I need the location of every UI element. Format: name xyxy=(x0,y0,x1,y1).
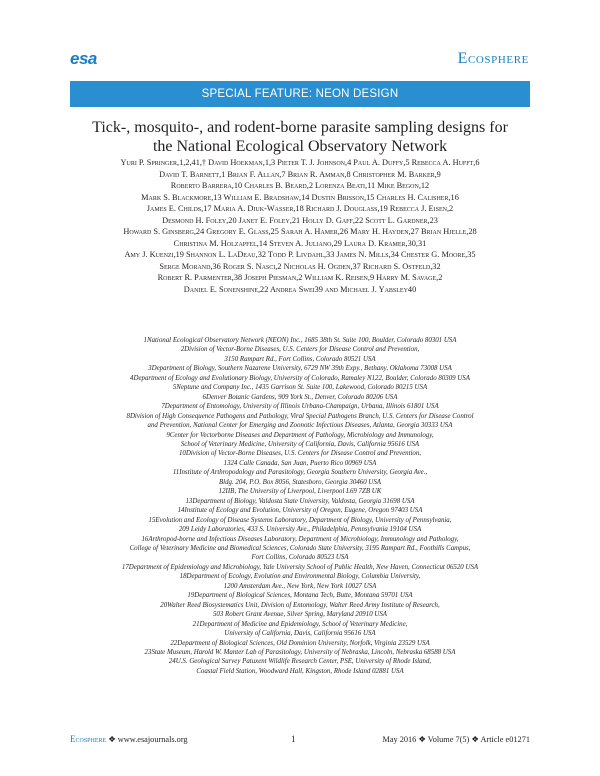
affiliation-line: School of Veterinary Medicine, University of California, Davis, California 95616 USA xyxy=(180,440,420,448)
affiliation-line: 15Evolution and Ecology of Disease Systems Laboratory, Department of Biology, University of Pennsylvania, xyxy=(148,516,452,524)
affiliation-line: 21Department of Medicine and Epidemiology, School of Veterinary Medicine, xyxy=(192,620,408,628)
affiliation-line: 14Institute of Ecology and Evolution, University of Oregon, Eugene, Oregon 97403 USA xyxy=(177,507,423,515)
affiliation-line: 17Department of Epidemiology and Microbiology, Yale University School of Public Health, New Haven, Connecticut 06520 USA xyxy=(121,563,479,571)
affiliation-line: Bldg. 204, P.O. Box 8056, Statesboro, Georgia 30460 USA xyxy=(218,478,382,486)
author-line: David T. Barnett,1 Brian F. Allan,7 Brian R. Amman,8 Christopher M. Barker,9 xyxy=(159,169,441,179)
affiliation-line: 7Department of Entomology, University of Illinois Urbana-Champaign, Urbana, Illinois 61801 USA xyxy=(161,403,439,411)
footer-url[interactable]: ❖ www.esajournals.org xyxy=(108,735,188,744)
footer-left xyxy=(70,734,188,744)
author-line: Christina M. Holzapfel,14 Steven A. Juliano,29 Laura D. Kramer,30,31 xyxy=(173,238,427,248)
affiliation-line: 24U.S. Geological Survey Patuxent Wildlife Research Center, PSE, University of Rhode Island, xyxy=(168,658,432,666)
author-line: Daniel E. Sonenshine,22 Andrea Swei39 and Michael J. Yabsley40 xyxy=(183,285,417,295)
footer-journal: Ecosphere xyxy=(70,734,107,744)
special-feature-banner: SPECIAL FEATURE: NEON DESIGN xyxy=(70,81,530,107)
author-line: Mark S. Blackmore,13 William E. Bradshaw,14 Dustin Brisson,15 Charles H. Calisher,16 xyxy=(141,192,459,202)
affiliation-line: 23State Museum, Harold W. Manter Lab of Parasitology, University of Nebraska, Lincoln, Nebraska 68588 USA xyxy=(144,648,456,656)
esa-logo: esa xyxy=(70,49,97,68)
affiliation-line: 8Division of High Consequence Pathogens and Pathology, Viral Special Pathogens Branch, U.S. Centers for Disease Control xyxy=(126,412,474,420)
affiliation-line: 9Center for Vectorborne Diseases and Department of Pathology, Microbiology and Immunology, xyxy=(166,431,434,439)
affiliation-line: 22Department of Biological Sciences, Old Dominion University, Norfolk, Virginia 23529 USA xyxy=(170,639,430,647)
title-line: the National Ecological Observatory Network xyxy=(152,138,448,155)
affiliation-line: Coastal Field Station, Woodward Hall, Kingston, Rhode Island 02881 USA xyxy=(196,667,404,675)
author-line: James E. Childs,17 Maria A. Diuk-Wasser,18 Richard J. Douglass,19 Rebecca J. Eisen,2 xyxy=(146,204,454,214)
affiliation-line: 1200 Amsterdam Ave., New York, New York 10027 USA xyxy=(223,582,377,590)
affiliation-line: 11Institute of Arthropodology and Parasitology, Georgia Southern University, Georgia Ave., xyxy=(172,469,428,477)
affiliation-line: 1324 Calle Canada, San Juan, Puerto Rico 00969 USA xyxy=(223,459,377,467)
affiliation-line: 12IIB, The University of Liverpool, Liverpool L69 7ZB UK xyxy=(218,488,382,496)
page-number: 1 xyxy=(291,734,296,744)
affiliation-line: 13Department of Biology, Valdosta State University, Valdosta, Georgia 31698 USA xyxy=(185,497,415,505)
author-list xyxy=(74,157,526,296)
affiliation-line: 3Department of Biology, Southern Nazarene University, 6729 NW 39th Expy., Bethany, Oklahoma 73008 USA xyxy=(148,365,452,373)
affiliation-line: 18Department of Ecology, Evolution and Environmental Biology, Columbia University, xyxy=(179,573,421,581)
affiliation-line: 6Denver Botanic Gardens, 909 York St., Denver, Colorado 80206 USA xyxy=(202,393,398,401)
affiliation-line: 16Arthropod-borne and Infectious Diseases Laboratory, Department of Microbiology, Immunology and Pathology, xyxy=(141,535,459,543)
author-line: Serge Morand,36 Roger S. Nasci,2 Nicholas H. Ogden,37 Richard S. Ostfeld,32 xyxy=(159,261,441,271)
affiliation-line: and Prevention, National Center for Emerging and Zoonotic Infectious Diseases, Atlanta, Georgia 30333 USA xyxy=(147,422,453,430)
affiliation-line: Fort Collins, Colorado 80523 USA xyxy=(251,554,349,562)
affiliation-line: College of Veterinary Medicine and Biomedical Sciences, Colorado State University, 3195 Rampart Rd., Foothills Campus, xyxy=(129,544,471,552)
affiliation-line: 209 Leidy Laboratories, 433 S. University Ave., Philadelphia, Pennsylvania 19104 USA xyxy=(178,526,422,534)
author-line: Amy J. Kuenzi,19 Shannon L. LaDeau,32 Todd P. Livdahl,33 James N. Mills,34 Chester G. Moore,35 xyxy=(124,250,476,260)
page-footer xyxy=(70,734,530,746)
journal-name: Ecosphere xyxy=(457,50,529,67)
author-line: Desmond H. Foley,20 Janet E. Foley,21 Holly D. Gaff,22 Scott L. Gardner,23 xyxy=(162,215,438,225)
affiliation-line: 10Division of Vector-Borne Diseases, U.S. Centers for Disease Control and Prevention, xyxy=(178,450,422,458)
affiliation-line: 20Walter Reed Biosystematics Unit, Division of Entomology, Walter Reed Army Institute of Research, xyxy=(160,601,440,609)
author-line: Howard S. Ginsberg,24 Gregory E. Glass,25 Sarah A. Hamer,26 Mary H. Hayden,27 Brian Hjelle,28 xyxy=(123,227,477,237)
affiliation-line: 1National Ecological Observatory Network (NEON) Inc., 1685 38th St. Suite 100, Boulder, Colorado 80301 USA xyxy=(143,337,457,344)
author-line: Robert R. Parmenter,38 Joseph Piesman,2 William K. Reisen,9 Harry M. Savage,2 xyxy=(157,273,443,283)
affiliation-line: 2Division of Vector-Borne Diseases, U.S. Centers for Disease Control and Prevention, xyxy=(180,346,420,354)
author-line: Yuri P. Springer,1,2,41,† David Hoekman,1,3 Pieter T. J. Johnson,4 Paul A. Duffy,5 Rebecca A. Hufft,6 xyxy=(120,158,480,167)
author-line: Roberto Barrera,10 Charles B. Beard,2 Lorenza Beati,11 Mike Begon,12 xyxy=(170,181,430,191)
affiliation-line: 5Neptune and Company Inc., 1435 Garrison St. Suite 100, Lakewood, Colorado 80215 USA xyxy=(172,384,428,392)
affiliation-line: 503 Robert Grant Avenue, Silver Spring, Maryland 20910 USA xyxy=(212,611,388,619)
affiliation-line: 19Department of Biological Sciences, Montana Tech, Butte, Montana 59701 USA xyxy=(187,592,413,600)
affiliation-line: 4Department of Ecology and Evolutionary Biology, University of Colorado, Ramaley N122, Boulder, Colorado 80309 USA xyxy=(130,374,470,382)
affiliation-list xyxy=(74,336,526,676)
footer-issue: May 2016 ❖ Volume 7(5) ❖ Article e01271 xyxy=(382,735,530,744)
affiliation-line: University of California, Davis, California 95616 USA xyxy=(224,630,376,638)
article-title xyxy=(80,118,520,156)
affiliation-line: 3150 Rampart Rd., Fort Collins, Colorado 80521 USA xyxy=(224,355,376,363)
title-line: Tick-, mosquito-, and rodent-borne parasite sampling designs for xyxy=(92,119,508,136)
